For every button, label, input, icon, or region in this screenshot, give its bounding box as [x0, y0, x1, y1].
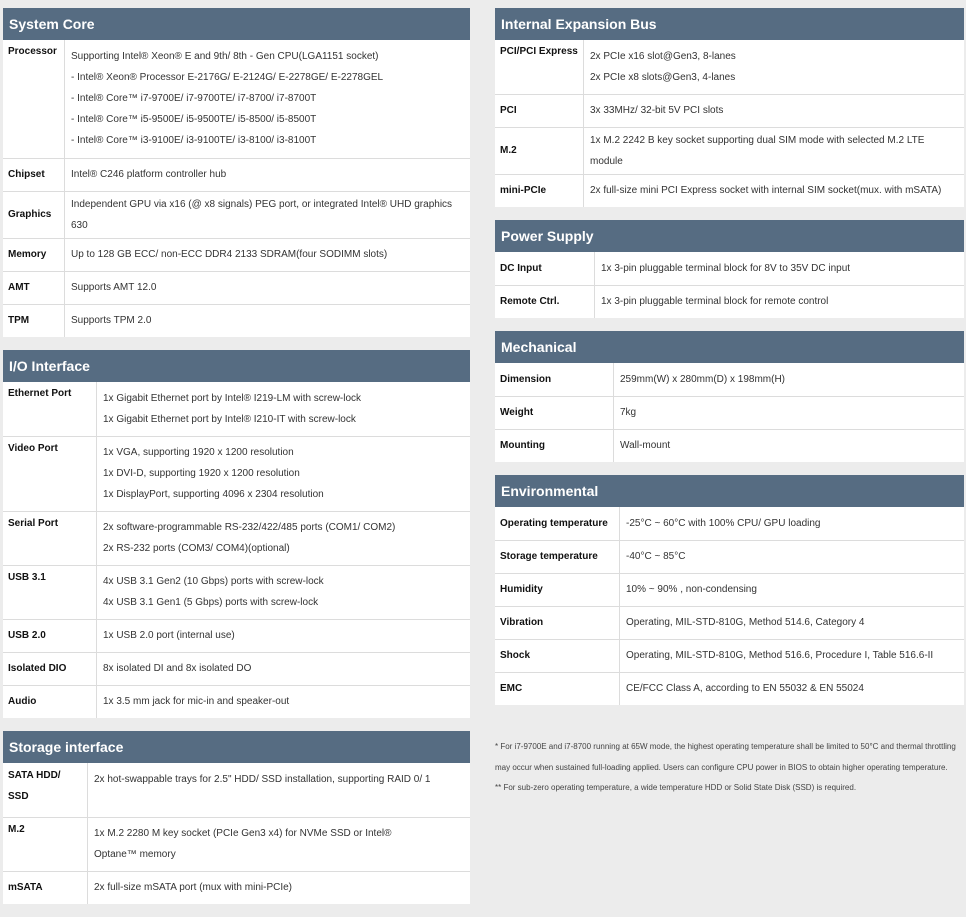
value-line: 1x DisplayPort, supporting 4096 x 2304 resolution	[103, 489, 324, 500]
table-row	[3, 304, 470, 337]
section-title: Power Supply	[495, 220, 964, 252]
row-value	[620, 573, 965, 606]
value-line: 1x M.2 2242 B key socket supporting dual SIM mode with selected M.2 LTE module	[590, 134, 925, 167]
value-line: 1x 3-pin pluggable terminal block for 8V to 35V DC input	[601, 262, 851, 274]
row-value	[595, 285, 965, 318]
value-line: CE/FCC Class A, according to EN 55032 & EN 55024	[626, 683, 864, 695]
section-power-supply	[495, 220, 964, 318]
table-row	[495, 429, 964, 462]
value-line: - Intel® Core™ i5-9500E/ i5-9500TE/ i5-8500/ i5-8500T	[71, 114, 317, 126]
section-environmental	[495, 475, 964, 705]
row-value	[97, 619, 471, 652]
table-row	[3, 238, 470, 271]
row-label: Weight	[495, 396, 614, 429]
table-row	[3, 271, 470, 304]
row-label: DC Input	[500, 262, 542, 274]
spec-table	[495, 40, 964, 207]
row-value	[614, 396, 965, 429]
row-label: Humidity	[495, 573, 620, 606]
row-label: Remote Ctrl.	[495, 285, 595, 318]
table-row	[3, 382, 470, 436]
row-value	[614, 429, 965, 462]
value-line: Supports AMT 12.0	[71, 282, 157, 293]
section-system-core	[3, 8, 470, 337]
row-label: EMC	[495, 672, 620, 705]
table-row	[495, 672, 964, 705]
value-line: 1x USB 2.0 port (internal use)	[103, 630, 235, 641]
value-line: 1x 3.5 mm jack for mic-in and speaker-out	[103, 696, 290, 708]
table-row	[3, 652, 470, 685]
left-column	[3, 8, 470, 917]
value-line: 1x Gigabit Ethernet port by Intel® I219-LM with screw-lock	[103, 392, 362, 404]
row-value	[584, 174, 965, 207]
value-line: -25°C ~ 60°C with 100% CPU/ GPU loading	[626, 517, 821, 529]
value-line: 2x full-size mini PCI Express socket with internal SIM socket(mux. with mSATA)	[590, 185, 942, 197]
row-value	[584, 40, 965, 94]
value-line: 1x 3-pin pluggable terminal block for remote control	[601, 296, 829, 308]
section-mechanical	[495, 331, 964, 462]
row-label: PCI/PCI Express	[500, 46, 578, 57]
spec-table	[495, 507, 964, 705]
spec-table	[3, 763, 470, 904]
value-line: 4x USB 3.1 Gen2 (10 Gbps) ports with screw-lock	[103, 576, 324, 587]
row-value	[614, 363, 965, 396]
table-row	[3, 158, 470, 191]
value-line: 2x PCIe x16 slot@Gen3, 8-lanes	[590, 50, 736, 62]
row-value	[584, 127, 965, 174]
spec-table	[3, 40, 470, 337]
section-title: System Core	[3, 8, 470, 40]
value-line: 10% ~ 90% , non-condensing	[626, 584, 757, 595]
table-row	[3, 619, 470, 652]
row-value	[97, 652, 471, 685]
row-label: USB 2.0	[3, 619, 97, 652]
spec-table	[3, 382, 470, 718]
row-value	[620, 507, 965, 540]
row-value	[620, 606, 965, 639]
table-row	[495, 252, 964, 285]
table-row	[495, 639, 964, 672]
value-line: 2x RS-232 ports (COM3/ COM4)(optional)	[103, 543, 290, 554]
row-label: Graphics	[3, 191, 65, 238]
row-label: Vibration	[495, 606, 620, 639]
row-label: Ethernet Port	[8, 388, 72, 399]
table-row	[3, 191, 470, 238]
table-row	[3, 763, 470, 817]
value-line: 2x software-programmable RS-232/422/485 ports (COM1/ COM2)	[103, 522, 396, 533]
value-line: Operating, MIL-STD-810G, Method 514.6, Category 4	[626, 617, 865, 628]
row-label: Isolated DIO	[3, 652, 97, 685]
value-line: 3x 33MHz/ 32-bit 5V PCI slots	[590, 105, 724, 116]
table-row	[3, 871, 470, 904]
value-line: - Intel® Core™ i7-9700E/ i7-9700TE/ i7-8700/ i7-8700T	[71, 93, 317, 105]
section-title: Storage interface	[3, 731, 470, 763]
value-line: Independent GPU via x16 (@ x8 signals) PEG port, or integrated Intel® UHD graphics 630	[71, 198, 453, 231]
row-label: Shock	[495, 639, 620, 672]
row-value	[65, 271, 471, 304]
row-value	[88, 763, 471, 817]
row-value	[65, 158, 471, 191]
table-row	[495, 285, 964, 318]
row-value	[97, 382, 471, 436]
value-line: - Intel® Xeon® Processor E-2176G/ E-2124G/ E-2278GE/ E-2278GEL	[71, 72, 384, 84]
row-label: Audio	[3, 685, 97, 718]
table-row	[3, 565, 470, 619]
row-label: Processor	[8, 46, 57, 57]
row-label: SATA HDD/ SSD	[8, 770, 61, 802]
section-title: Internal Expansion Bus	[495, 8, 964, 40]
value-line: Supports TPM 2.0	[71, 315, 152, 327]
table-row	[495, 94, 964, 127]
row-label: mSATA	[3, 871, 88, 904]
value-line: 1x DVI-D, supporting 1920 x 1200 resolution	[103, 468, 300, 479]
footnotes	[495, 737, 964, 799]
spec-table	[495, 252, 964, 318]
spec-table	[495, 363, 964, 462]
table-row	[495, 40, 964, 94]
footnote: * For i7-9700E and i7-8700 running at 65W mode, the highest operating temperature shall be limited to 50°C and thermal throttling may occur when sustained full-loading applied. Users can configure CPU power in BIOS to obtain higher operating temperature.	[495, 742, 956, 772]
row-label: M.2	[3, 817, 88, 871]
row-value	[620, 639, 965, 672]
table-row	[3, 817, 470, 871]
value-line: Up to 128 GB ECC/ non-ECC DDR4 2133 SDRAM(four SODIMM slots)	[71, 249, 388, 260]
value-line: 8x isolated DI and 8x isolated DO	[103, 663, 252, 674]
table-row	[3, 40, 470, 158]
row-value	[97, 685, 471, 718]
row-label: Storage temperature	[495, 540, 620, 573]
row-label: Video Port	[3, 436, 97, 511]
value-line: 7kg	[620, 407, 637, 418]
section-io-interface	[3, 350, 470, 718]
row-label: USB 3.1	[3, 565, 97, 619]
row-label: Chipset	[3, 158, 65, 191]
value-line: -40°C ~ 85°C	[626, 551, 686, 562]
row-value	[620, 540, 965, 573]
value-line: 2x PCIe x8 slots@Gen3, 4-lanes	[590, 71, 736, 83]
section-title: I/O Interface	[3, 350, 470, 382]
row-label: PCI	[495, 94, 584, 127]
table-row	[495, 396, 964, 429]
row-value	[88, 871, 471, 904]
footnote: ** For sub-zero operating temperature, a wide temperature HDD or Solid State Disk (SSD) is required.	[495, 783, 857, 792]
row-label: Serial Port	[3, 511, 97, 565]
row-value	[65, 238, 471, 271]
value-line: Intel® C246 platform controller hub	[71, 169, 227, 180]
row-value	[584, 94, 965, 127]
row-value	[65, 40, 471, 158]
row-label: Memory	[3, 238, 65, 271]
section-storage-interface	[3, 731, 470, 904]
row-label: mini-PCIe	[495, 174, 584, 207]
row-value	[97, 511, 471, 565]
value-line: Wall-mount	[620, 440, 671, 452]
table-row	[495, 540, 964, 573]
table-row	[495, 174, 964, 207]
value-line: 1x Gigabit Ethernet port by Intel® I210-IT with screw-lock	[103, 413, 356, 425]
table-row	[495, 363, 964, 396]
table-row	[495, 507, 964, 540]
table-row	[3, 685, 470, 718]
table-row	[3, 436, 470, 511]
value-line: 259mm(W) x 280mm(D) x 198mm(H)	[620, 373, 786, 385]
row-label: AMT	[3, 271, 65, 304]
table-row	[495, 606, 964, 639]
table-row	[495, 573, 964, 606]
table-row	[3, 511, 470, 565]
value-line: 2x full-size mSATA port (mux with mini-PCIe)	[94, 882, 293, 894]
row-label: M.2	[495, 127, 584, 174]
row-value	[97, 565, 471, 619]
row-value	[97, 436, 471, 511]
row-label: TPM	[3, 304, 65, 337]
section-title: Environmental	[495, 475, 964, 507]
value-line: 4x USB 3.1 Gen1 (5 Gbps) ports with screw-lock	[103, 597, 319, 608]
section-title: Mechanical	[495, 331, 964, 363]
row-value	[88, 817, 471, 871]
row-label: Dimension	[500, 373, 552, 385]
value-line: - Intel® Core™ i3-9100E/ i3-9100TE/ i3-8100/ i3-8100T	[71, 135, 317, 147]
value-line: 1x M.2 2280 M key socket (PCIe Gen3 x4) for NVMe SSD or Intel® Optane™ memory	[94, 828, 392, 860]
value-line: 1x VGA, supporting 1920 x 1200 resolution	[103, 447, 294, 458]
row-value	[65, 304, 471, 337]
row-value	[620, 672, 965, 705]
row-label: Operating temperature	[500, 517, 608, 529]
row-value	[65, 191, 471, 238]
row-value	[595, 252, 965, 285]
right-column	[495, 8, 964, 718]
table-row	[495, 127, 964, 174]
value-line: Operating, MIL-STD-810G, Method 516.6, Procedure I, Table 516.6-II	[626, 650, 934, 661]
section-internal-expansion-bus	[495, 8, 964, 207]
value-line: Supporting Intel® Xeon® E and 9th/ 8th - Gen CPU(LGA1151 socket)	[71, 51, 379, 63]
row-label: Mounting	[495, 429, 614, 462]
value-line: 2x hot-swappable trays for 2.5" HDD/ SSD installation, supporting RAID 0/ 1	[94, 774, 431, 785]
